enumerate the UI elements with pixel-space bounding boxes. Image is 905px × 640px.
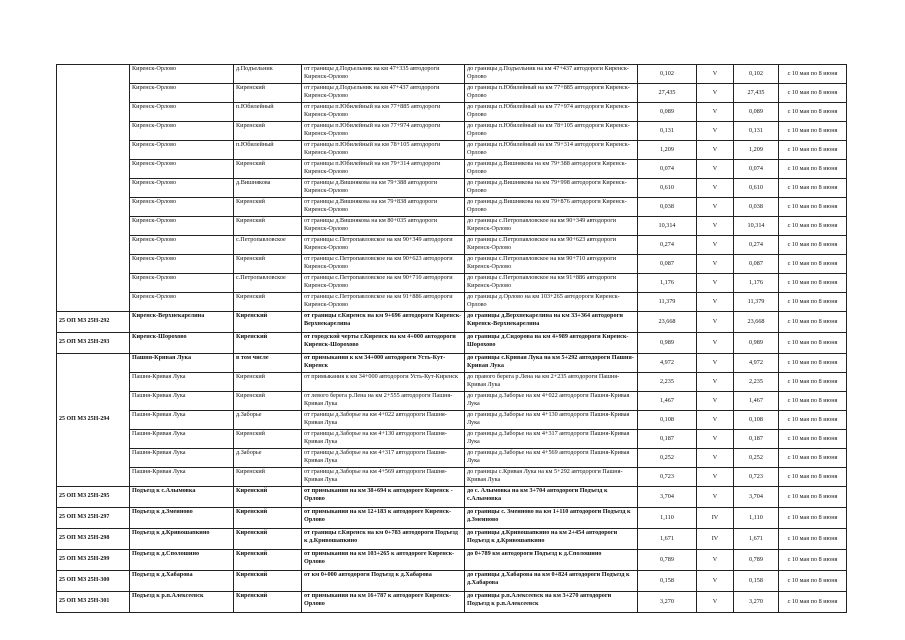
- restriction-period-cell: с 10 мая по 8 июня: [779, 65, 847, 84]
- table-row: [57, 160, 847, 179]
- restricted-length-cell: 0,108: [734, 411, 779, 430]
- restricted-length-cell: 11,379: [734, 293, 779, 312]
- area-cell: Киренский: [234, 529, 302, 550]
- restriction-period-cell: с 10 мая по 8 июня: [779, 392, 847, 411]
- table-row: [57, 217, 847, 236]
- area-cell: Киренский: [234, 550, 302, 571]
- section-start-cell: от границы п.Юбилейный на км 77+974 автодороги Киренск-Орлово: [302, 122, 465, 141]
- section-end-cell: до границы д.Верхнекарелина на км 33+364 автодороги Киренск-Верхнекарелина: [465, 312, 638, 333]
- road-name-cell: Пашня-Кривая Лука: [130, 392, 234, 411]
- restriction-period-cell: с 10 мая по 8 июня: [779, 373, 847, 392]
- road-name-cell: Пашня-Кривая Лука: [130, 468, 234, 487]
- section-start-cell: от границы п.Юбилейный на км 77+885 автодороги Киренск-Орлово: [302, 103, 465, 122]
- section-end-cell: до правого берега р.Лена на км 2+235 автодороги Пашня-Кривая Лука: [465, 373, 638, 392]
- restriction-period-cell: с 10 мая по 8 июня: [779, 571, 847, 592]
- section-start-cell: от городской черты г.Киренск на км 4+000 автодороги Киренск-Шорохово: [302, 333, 465, 354]
- category-cell: V: [697, 430, 734, 449]
- road-code-cell: 25 ОП МЗ 25Н-300: [57, 571, 130, 592]
- road-name-cell: Подъезд к д.Сполошино: [130, 550, 234, 571]
- section-end-cell: до границы д.Заборье на км 4+317 автодороги Пашня-Кривая Лука: [465, 430, 638, 449]
- area-cell: д.Заборье: [234, 449, 302, 468]
- road-name-cell: Киренск-Орлово: [130, 293, 234, 312]
- road-name-cell: Пашня-Кривая Лука: [130, 411, 234, 430]
- restricted-length-cell: 2,235: [734, 373, 779, 392]
- table-row: [57, 236, 847, 255]
- restricted-length-cell: 23,668: [734, 312, 779, 333]
- section-start-cell: от границы д.Вишнякова на км 79+838 автодороги Киренск-Орлово: [302, 198, 465, 217]
- restriction-period-cell: с 10 мая по 8 июня: [779, 487, 847, 508]
- road-name-cell: Киренск-Орлово: [130, 160, 234, 179]
- area-cell: Киренский: [234, 122, 302, 141]
- restriction-period-cell: с 10 мая по 8 июня: [779, 449, 847, 468]
- area-cell: Киренский: [234, 198, 302, 217]
- length-cell: 1,110: [638, 508, 697, 529]
- length-cell: 1,176: [638, 274, 697, 293]
- table-row: [57, 529, 847, 550]
- area-cell: д.Заборье: [234, 411, 302, 430]
- road-name-cell: Подъезд к д.Хабарова: [130, 571, 234, 592]
- road-name-cell: Пашня-Кривая Лука: [130, 373, 234, 392]
- table-row: [57, 411, 847, 430]
- length-cell: 0,074: [638, 160, 697, 179]
- length-cell: 0,789: [638, 550, 697, 571]
- restriction-period-cell: с 10 мая по 8 июня: [779, 354, 847, 373]
- road-code-cell: 25 ОП МЗ 25Н-301: [57, 592, 130, 613]
- table-row: [57, 468, 847, 487]
- section-end-cell: до границы с.Петропавловское на км 90+710 автодороги Киренск-Орлово: [465, 255, 638, 274]
- section-end-cell: до границы д.Орлово на км 103+265 автодороги Киренск-Орлово: [465, 293, 638, 312]
- restriction-period-cell: с 10 мая по 8 июня: [779, 592, 847, 613]
- restricted-length-cell: 1,209: [734, 141, 779, 160]
- area-cell: Киренский: [234, 293, 302, 312]
- restriction-period-cell: с 10 мая по 8 июня: [779, 293, 847, 312]
- category-cell: IV: [697, 529, 734, 550]
- road-code-cell: 25 ОП МЗ 25Н-293: [57, 333, 130, 354]
- section-end-cell: до границы д.Заборье на км 4+130 автодороги Пашня-Кривая Лука: [465, 411, 638, 430]
- category-cell: V: [697, 487, 734, 508]
- restriction-period-cell: с 10 мая по 8 июня: [779, 160, 847, 179]
- section-start-cell: от границы с.Петропавловское на км 90+710 автодороги Киренск-Орлово: [302, 274, 465, 293]
- category-cell: V: [697, 468, 734, 487]
- restriction-period-cell: с 10 мая по 8 июня: [779, 312, 847, 333]
- road-name-cell: Киренск-Орлово: [130, 179, 234, 198]
- section-end-cell: до границы р.п.Алексеевск на км 3+270 автодороги Подъезд к р.п.Алексеевск: [465, 592, 638, 613]
- section-end-cell: до границы д.Подъельник на км 47+437 автодороги Киренск-Орлово: [465, 65, 638, 84]
- area-cell: Киренский: [234, 468, 302, 487]
- restriction-period-cell: с 10 мая по 8 июня: [779, 255, 847, 274]
- table-row: [57, 449, 847, 468]
- section-start-cell: от примыкания к км 34+000 автодороги Усть-Кут-Киренск: [302, 373, 465, 392]
- table-row: [57, 392, 847, 411]
- table-row: [57, 373, 847, 392]
- category-cell: V: [697, 122, 734, 141]
- restriction-period-cell: с 10 мая по 8 июня: [779, 198, 847, 217]
- length-cell: 1,671: [638, 529, 697, 550]
- category-cell: V: [697, 274, 734, 293]
- restricted-length-cell: 0,610: [734, 179, 779, 198]
- road-name-cell: Подъезд к д.Змеиново: [130, 508, 234, 529]
- section-start-cell: от границы п.Юбилейный на км 79+314 автодороги Киренск-Орлово: [302, 160, 465, 179]
- length-cell: 0,131: [638, 122, 697, 141]
- area-cell: Киренский: [234, 592, 302, 613]
- restricted-length-cell: 0,274: [734, 236, 779, 255]
- restricted-length-cell: 0,089: [734, 103, 779, 122]
- road-name-cell: Киренск-Орлово: [130, 122, 234, 141]
- table-row: [57, 312, 847, 333]
- section-end-cell: до границы с. Змеиново на км 1+110 автодороги Подъезд к д.Змеиново: [465, 508, 638, 529]
- area-cell: Киренский: [234, 312, 302, 333]
- road-code-cell: 25 ОП МЗ 25Н-297: [57, 508, 130, 529]
- section-end-cell: до границы с.Петропавловское на км 90+349 автодороги Киренск-Орлово: [465, 217, 638, 236]
- road-name-cell: Киренск-Орлово: [130, 236, 234, 255]
- area-cell: п.Юбилейный: [234, 141, 302, 160]
- section-start-cell: от примыкания на км 38+694 к автодороге Киренск - Орлово: [302, 487, 465, 508]
- length-cell: 0,038: [638, 198, 697, 217]
- length-cell: 0,723: [638, 468, 697, 487]
- area-cell: Киренский: [234, 255, 302, 274]
- category-cell: V: [697, 550, 734, 571]
- section-end-cell: до границы д.Вишнякова на км 79+998 автодороги Киренск-Орлово: [465, 179, 638, 198]
- category-cell: V: [697, 373, 734, 392]
- restriction-period-cell: с 10 мая по 8 июня: [779, 179, 847, 198]
- restricted-length-cell: 3,704: [734, 487, 779, 508]
- table-row: [57, 198, 847, 217]
- category-cell: V: [697, 84, 734, 103]
- length-cell: 0,274: [638, 236, 697, 255]
- length-cell: 0,102: [638, 65, 697, 84]
- restricted-length-cell: 0,789: [734, 550, 779, 571]
- length-cell: 23,668: [638, 312, 697, 333]
- road-name-cell: Пашня-Кривая Лука: [130, 430, 234, 449]
- category-cell: V: [697, 217, 734, 236]
- length-cell: 2,235: [638, 373, 697, 392]
- road-name-cell: Подъезд к р.п.Алексеевск: [130, 592, 234, 613]
- area-cell: Киренский: [234, 508, 302, 529]
- section-start-cell: от границы д.Заборье на км 4+022 автодороги Пашня-Кривая Лука: [302, 411, 465, 430]
- restriction-period-cell: с 10 мая по 8 июня: [779, 122, 847, 141]
- area-cell: Киренский: [234, 84, 302, 103]
- restricted-length-cell: 0,074: [734, 160, 779, 179]
- category-cell: V: [697, 312, 734, 333]
- restricted-length-cell: 0,102: [734, 65, 779, 84]
- area-cell: в том числе: [234, 354, 302, 373]
- category-cell: V: [697, 571, 734, 592]
- section-end-cell: до границы с.Петропавловское на км 91+886 автодороги Киренск-Орлово: [465, 274, 638, 293]
- category-cell: V: [697, 103, 734, 122]
- section-end-cell: до границы д.Вишнякова на км 79+388 автодороги Киренск-Орлово: [465, 160, 638, 179]
- road-name-cell: Пашня-Кривая Лука: [130, 449, 234, 468]
- length-cell: 3,270: [638, 592, 697, 613]
- category-cell: V: [697, 449, 734, 468]
- table-row: [57, 65, 847, 84]
- road-name-cell: Киренск-Орлово: [130, 217, 234, 236]
- table-row: [57, 274, 847, 293]
- restricted-length-cell: 0,038: [734, 198, 779, 217]
- section-start-cell: от км 0+000 автодороги Подъезд к д.Хабарова: [302, 571, 465, 592]
- restricted-length-cell: 0,989: [734, 333, 779, 354]
- table-row: [57, 255, 847, 274]
- section-end-cell: до границы с.Кривая Лука на км 5+292 автодороги Пашня-Кривая Лука: [465, 354, 638, 373]
- restriction-period-cell: с 10 мая по 8 июня: [779, 411, 847, 430]
- restriction-period-cell: с 10 мая по 8 июня: [779, 236, 847, 255]
- restricted-length-cell: 4,972: [734, 354, 779, 373]
- restricted-length-cell: 0,252: [734, 449, 779, 468]
- section-end-cell: до границы д.Кривошапкино на км 2+454 автодороги Подъезд к д.Кривошапкино: [465, 529, 638, 550]
- road-name-cell: Киренск-Орлово: [130, 103, 234, 122]
- category-cell: V: [697, 255, 734, 274]
- area-cell: д.Вишнякова: [234, 179, 302, 198]
- table-row: [57, 122, 847, 141]
- category-cell: V: [697, 160, 734, 179]
- road-name-cell: Киренск-Верхнекарелина: [130, 312, 234, 333]
- road-name-cell: Подъезд к д.Кривошапкино: [130, 529, 234, 550]
- section-start-cell: от границы д.Подъельник на км 47+335 автодороги Киренск-Орлово: [302, 65, 465, 84]
- length-cell: 27,435: [638, 84, 697, 103]
- road-code-cell: 25 ОП МЗ 25Н-295: [57, 487, 130, 508]
- section-end-cell: до границы д.Заборье на км 4+022 автодороги Пашня-Кривая Лука: [465, 392, 638, 411]
- area-cell: Киренский: [234, 373, 302, 392]
- restriction-period-cell: с 10 мая по 8 июня: [779, 103, 847, 122]
- section-start-cell: от примыкания на км 12+183 к автодороге Киренск-Орлово: [302, 508, 465, 529]
- length-cell: 4,972: [638, 354, 697, 373]
- section-end-cell: до границы д.Сидорова на км 4+989 автодороги Киренск-Шорохово: [465, 333, 638, 354]
- road-code-cell: 25 ОП МЗ 25Н-292: [57, 312, 130, 333]
- length-cell: 0,158: [638, 571, 697, 592]
- category-cell: V: [697, 141, 734, 160]
- section-start-cell: от границы г.Киренск на км 0+783 автодороги Подъезд к д.Кривошапкино: [302, 529, 465, 550]
- table-row: [57, 333, 847, 354]
- road-code-cell: [57, 65, 130, 312]
- section-start-cell: от границы д.Заборье на км 4+317 автодороги Пашня-Кривая Лука: [302, 449, 465, 468]
- length-cell: 0,087: [638, 255, 697, 274]
- section-end-cell: до границы с.Кривая Лука на км 5+292 автодороги Пашня-Кривая Лука: [465, 468, 638, 487]
- section-start-cell: от границы д.Вишнякова на км 80+035 автодороги Киренск-Орлово: [302, 217, 465, 236]
- table-row: [57, 179, 847, 198]
- category-cell: IV: [697, 508, 734, 529]
- table-row: [57, 84, 847, 103]
- restricted-length-cell: 0,723: [734, 468, 779, 487]
- area-cell: с.Петропавловское: [234, 274, 302, 293]
- category-cell: V: [697, 65, 734, 84]
- restricted-length-cell: 1,110: [734, 508, 779, 529]
- restriction-period-cell: с 10 мая по 8 июня: [779, 508, 847, 529]
- length-cell: 0,187: [638, 430, 697, 449]
- section-start-cell: от примыкания к км 34+000 автодороги Усть-Кут-Киренск: [302, 354, 465, 373]
- area-cell: Киренский: [234, 571, 302, 592]
- section-start-cell: от границы д.Заборье на км 4+130 автодороги Пашня-Кривая Лука: [302, 430, 465, 449]
- category-cell: V: [697, 179, 734, 198]
- restricted-length-cell: 1,671: [734, 529, 779, 550]
- section-start-cell: от границы с.Петропавловское на км 90+349 автодороги Киренск-Орлово: [302, 236, 465, 255]
- section-end-cell: до границы п.Юбилейный на км 78+105 автодороги Киренск-Орлово: [465, 122, 638, 141]
- length-cell: 0,252: [638, 449, 697, 468]
- category-cell: V: [697, 198, 734, 217]
- road-code-cell: 25 ОП МЗ 25Н-299: [57, 550, 130, 571]
- table-row: [57, 508, 847, 529]
- table-row: [57, 103, 847, 122]
- road-name-cell: Киренск-Орлово: [130, 274, 234, 293]
- road-name-cell: Киренск-Шорохово: [130, 333, 234, 354]
- table-row: [57, 592, 847, 613]
- section-end-cell: до границы п.Юбилейный на км 77+974 автодороги Киренск-Орлово: [465, 103, 638, 122]
- restriction-period-cell: с 10 мая по 8 июня: [779, 550, 847, 571]
- section-end-cell: до 0+789 км автодороги Подъезд к д.Сполошино: [465, 550, 638, 571]
- area-cell: Киренский: [234, 333, 302, 354]
- section-start-cell: от примыкания на км 16+787 к автодороге Киренск-Орлово: [302, 592, 465, 613]
- section-start-cell: от границы д.Заборье на км 4+569 автодороги Пашня-Кривая Лука: [302, 468, 465, 487]
- length-cell: 10,314: [638, 217, 697, 236]
- category-cell: V: [697, 354, 734, 373]
- area-cell: Киренский: [234, 430, 302, 449]
- length-cell: 11,379: [638, 293, 697, 312]
- category-cell: V: [697, 392, 734, 411]
- category-cell: V: [697, 333, 734, 354]
- section-start-cell: от границы с.Петропавловское на км 90+623 автодороги Киренск-Орлово: [302, 255, 465, 274]
- table-row: [57, 141, 847, 160]
- document-page: [56, 64, 846, 607]
- category-cell: V: [697, 236, 734, 255]
- area-cell: с.Петропавловское: [234, 236, 302, 255]
- section-start-cell: от границы с.Петропавловское на км 91+886 автодороги Киренск-Орлово: [302, 293, 465, 312]
- road-code-cell: 25 ОП МЗ 25Н-294: [57, 354, 130, 487]
- section-end-cell: до границы п.Юбилейный на км 77+885 автодороги Киренск-Орлово: [465, 84, 638, 103]
- restriction-period-cell: с 10 мая по 8 июня: [779, 430, 847, 449]
- restriction-period-cell: с 10 мая по 8 июня: [779, 333, 847, 354]
- section-start-cell: от границы п.Юбилейный на км 78+105 автодороги Киренск-Орлово: [302, 141, 465, 160]
- section-end-cell: до границы с.Петропавловское на км 90+623 автодороги Киренск-Орлово: [465, 236, 638, 255]
- road-name-cell: Киренск-Орлово: [130, 65, 234, 84]
- length-cell: 0,089: [638, 103, 697, 122]
- length-cell: 0,989: [638, 333, 697, 354]
- length-cell: 0,108: [638, 411, 697, 430]
- road-code-cell: 25 ОП МЗ 25Н-298: [57, 529, 130, 550]
- area-cell: Киренский: [234, 217, 302, 236]
- section-start-cell: от примыкания на км 103+265 к автодороге Киренск-Орлово: [302, 550, 465, 571]
- area-cell: п.Юбилейный: [234, 103, 302, 122]
- section-end-cell: до границы д.Хабарова на км 0+824 автодороги Подъезд к д.Хабарова: [465, 571, 638, 592]
- table-row: [57, 550, 847, 571]
- length-cell: 1,209: [638, 141, 697, 160]
- section-end-cell: до границы п.Юбилейный на км 79+314 автодороги Киренск-Орлово: [465, 141, 638, 160]
- area-cell: Киренский: [234, 160, 302, 179]
- area-cell: Киренский: [234, 392, 302, 411]
- road-name-cell: Киренск-Орлово: [130, 198, 234, 217]
- table-row: [57, 571, 847, 592]
- section-end-cell: до границы д.Заборье на км 4+569 автодороги Пашня-Кривая Лука: [465, 449, 638, 468]
- category-cell: V: [697, 411, 734, 430]
- restriction-period-cell: с 10 мая по 8 июня: [779, 217, 847, 236]
- area-cell: Киренский: [234, 487, 302, 508]
- section-start-cell: от границы г.Киренск на км 9+696 автодороги Киренск-Верхнекарелина: [302, 312, 465, 333]
- restriction-period-cell: с 10 мая по 8 июня: [779, 141, 847, 160]
- length-cell: 0,610: [638, 179, 697, 198]
- section-start-cell: от левого берега р.Лена на км 2+555 автодороги Пашня-Кривая Лука: [302, 392, 465, 411]
- restricted-length-cell: 0,131: [734, 122, 779, 141]
- road-name-cell: Пашня-Кривая Лука: [130, 354, 234, 373]
- restricted-length-cell: 0,158: [734, 571, 779, 592]
- road-name-cell: Киренск-Орлово: [130, 84, 234, 103]
- restricted-length-cell: 0,187: [734, 430, 779, 449]
- restricted-length-cell: 0,087: [734, 255, 779, 274]
- restricted-length-cell: 27,435: [734, 84, 779, 103]
- section-end-cell: до границы д.Вишнякова на км 79+876 автодороги Киренск-Орлово: [465, 198, 638, 217]
- road-name-cell: Киренск-Орлово: [130, 141, 234, 160]
- road-name-cell: Подъезд к с.Алымовка: [130, 487, 234, 508]
- road-restrictions-table: [56, 64, 847, 613]
- restricted-length-cell: 3,270: [734, 592, 779, 613]
- table-row: [57, 354, 847, 373]
- table-row: [57, 430, 847, 449]
- restricted-length-cell: 1,176: [734, 274, 779, 293]
- restriction-period-cell: с 10 мая по 8 июня: [779, 529, 847, 550]
- restriction-period-cell: с 10 мая по 8 июня: [779, 274, 847, 293]
- length-cell: 1,467: [638, 392, 697, 411]
- restricted-length-cell: 1,467: [734, 392, 779, 411]
- restricted-length-cell: 10,314: [734, 217, 779, 236]
- table-row: [57, 487, 847, 508]
- section-start-cell: от границы д.Подъельник на км 47+437 автодороги Киренск-Орлово: [302, 84, 465, 103]
- area-cell: д.Подъельник: [234, 65, 302, 84]
- restriction-period-cell: с 10 мая по 8 июня: [779, 84, 847, 103]
- length-cell: 3,704: [638, 487, 697, 508]
- restriction-period-cell: с 10 мая по 8 июня: [779, 468, 847, 487]
- table-body: [57, 65, 847, 613]
- category-cell: V: [697, 592, 734, 613]
- category-cell: V: [697, 293, 734, 312]
- road-name-cell: Киренск-Орлово: [130, 255, 234, 274]
- table-row: [57, 293, 847, 312]
- section-end-cell: до с. Алымовка на км 3+704 автодороги Подъезд к с.Алымовка: [465, 487, 638, 508]
- section-start-cell: от границы д.Вишнякова на км 79+388 автодороги Киренск-Орлово: [302, 179, 465, 198]
